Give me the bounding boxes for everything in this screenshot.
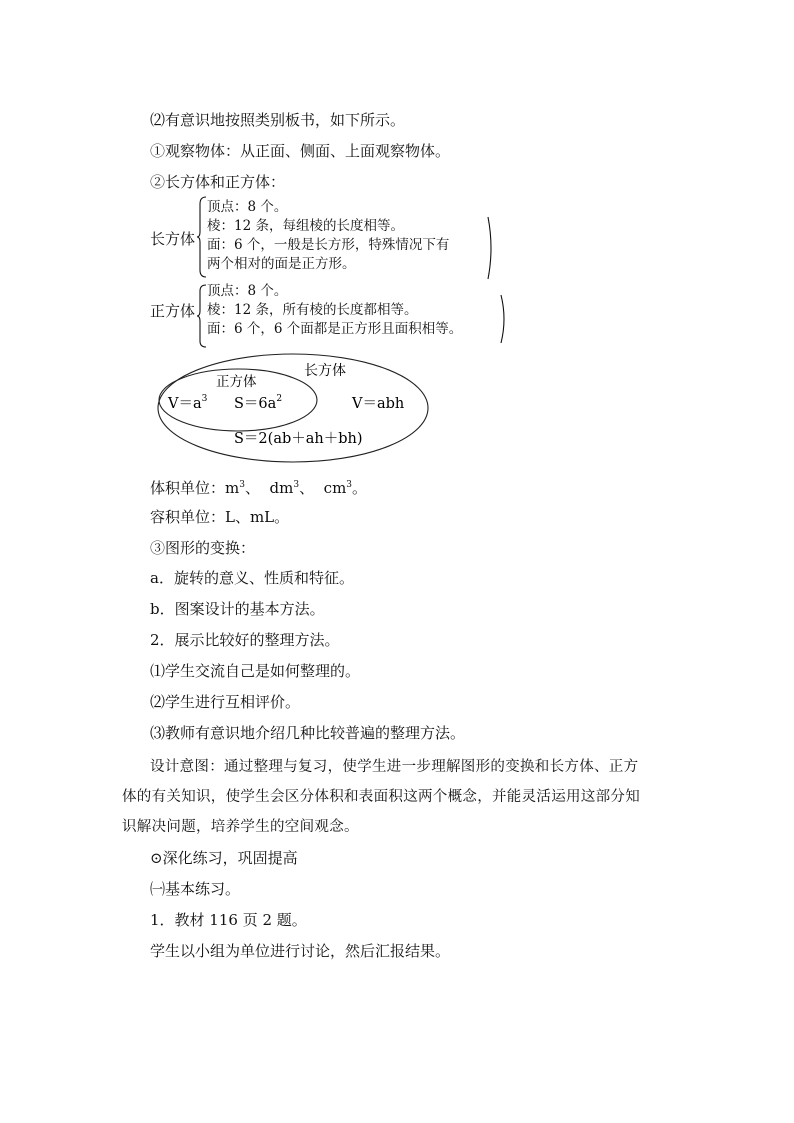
text-line: 2．展示比较好的整理方法。 bbox=[150, 631, 340, 649]
text-line: ⑵有意识地按照类别板书，如下所示。 bbox=[150, 111, 406, 129]
cube-item: 棱：12 条，所有棱的长度都相等。 bbox=[207, 302, 418, 318]
cuboid-area-formula: S＝2(ab＋ah＋bh) bbox=[234, 431, 363, 447]
cuboid-item: 面：6 个，一般是长方形，特殊情况下有 bbox=[207, 237, 450, 253]
text-line: b．图案设计的基本方法。 bbox=[150, 600, 325, 618]
right-paren-icon bbox=[500, 294, 508, 344]
cuboid-item: 两个相对的面是正方形。 bbox=[207, 256, 356, 272]
capacity-units-line: 容积单位：L、mL。 bbox=[150, 508, 290, 526]
design-line: 识解决问题，培养学生的空间观念。 bbox=[122, 819, 359, 835]
cube-item: 顶点：8 个。 bbox=[207, 283, 288, 299]
cube-label: 正方体 bbox=[150, 302, 196, 320]
text-line: ⑵学生进行互相评价。 bbox=[150, 693, 301, 711]
inner-label: 正方体 bbox=[216, 374, 257, 390]
cuboid-volume-formula: V＝abh bbox=[352, 396, 405, 412]
text-line: ①观察物体：从正面、侧面、上面观察物体。 bbox=[150, 142, 451, 160]
volume-units-line: 体积单位：$m^3$、 $dm^3$、 $cm^3$。 bbox=[150, 479, 368, 497]
left-brace-icon bbox=[197, 284, 207, 348]
outer-label: 长方体 bbox=[304, 363, 346, 379]
section-heading: ⊙深化练习，巩固提高 bbox=[150, 849, 298, 867]
text-line: ㈠基本练习。 bbox=[150, 880, 241, 898]
text-line: a．旋转的意义、性质和特征。 bbox=[150, 569, 354, 587]
text-line: 学生以小组为单位进行讨论，然后汇报结果。 bbox=[150, 942, 451, 960]
cuboid-item: 顶点：8 个。 bbox=[207, 199, 288, 215]
text-line: ②长方体和正方体： bbox=[150, 173, 286, 191]
cuboid-item: 棱：12 条，每组棱的长度相等。 bbox=[207, 218, 404, 234]
cuboid-items bbox=[207, 198, 449, 274]
right-paren-icon bbox=[487, 216, 495, 280]
cube-items bbox=[207, 282, 462, 339]
text-line: ⑴学生交流自己是如何整理的。 bbox=[150, 662, 361, 680]
cuboid-label: 长方体 bbox=[150, 230, 196, 248]
left-brace-icon bbox=[197, 196, 207, 278]
cube-item: 面：6 个，6 个面都是正方形且面积相等。 bbox=[207, 321, 463, 337]
design-line: 设计意图：通过整理与复习，使学生进一步理解图形的变换和长方体、正方 bbox=[150, 759, 639, 775]
cuboid-cube-venn-diagram bbox=[156, 352, 436, 464]
text-line: ③图形的变换： bbox=[150, 539, 256, 557]
text-line: ⑶教师有意识地介绍几种比较普遍的整理方法。 bbox=[150, 724, 466, 742]
cube-area-formula: $S=6a^2$ bbox=[234, 394, 283, 412]
cube-volume-formula: $V=a^3$ bbox=[168, 394, 208, 412]
text-line: 1．教材 116 页 2 题。 bbox=[150, 911, 307, 929]
design-line: 体的有关知识，使学生会区分体积和表面积这两个概念，并能灵活运用这部分知 bbox=[122, 789, 640, 805]
